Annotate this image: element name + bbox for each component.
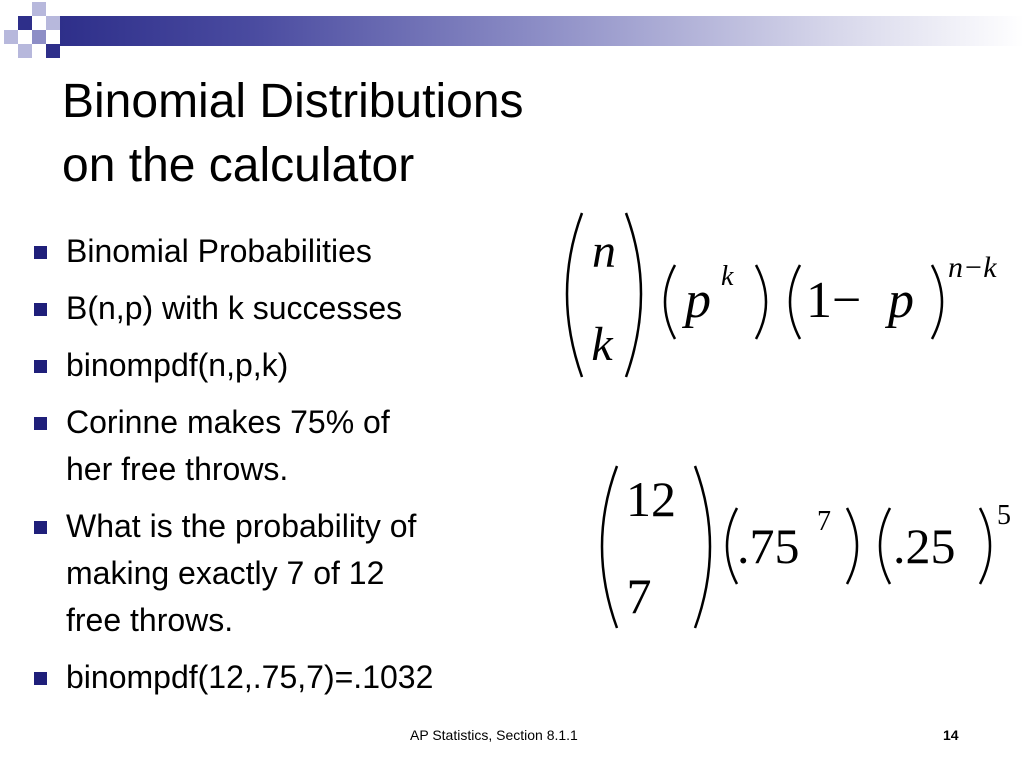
formula-base-075: .75: [737, 518, 800, 574]
left-paren: [567, 213, 582, 377]
binom-bottom-7: 7: [626, 568, 652, 624]
formula-exp-k: k: [721, 261, 734, 292]
bullet-text-line: What is the probability of: [66, 508, 417, 544]
left-paren: [790, 265, 800, 339]
left-paren: [602, 466, 617, 628]
bullet-item: [30, 285, 550, 332]
deco-square: [32, 2, 46, 16]
bullet-text: B(n,p) with k successes: [66, 290, 403, 326]
formula-exp-7: 7: [817, 506, 831, 537]
binomial-general-formula: [550, 205, 1020, 390]
right-paren: [756, 265, 766, 339]
square-bullet-icon: [34, 246, 47, 259]
bullet-text-line: her free throws.: [66, 451, 289, 487]
slide-title: [62, 70, 662, 198]
deco-square: [32, 30, 46, 44]
binom-bottom-k: k: [591, 318, 613, 371]
right-paren: [932, 265, 942, 339]
bullet-text-line: free throws.: [66, 602, 234, 638]
binom-top-12: 12: [626, 471, 676, 527]
deco-square: [46, 16, 60, 30]
formula-exp-5: 5: [997, 500, 1011, 531]
page-number: 14: [943, 727, 959, 743]
square-bullet-icon: [34, 521, 47, 534]
right-paren: [847, 508, 857, 584]
bullet-text-line: Corinne makes 75% of: [66, 404, 390, 440]
bullet-item: [30, 399, 550, 493]
formula-exp-n-minus-k: n−k: [948, 251, 997, 284]
bullet-text: binompdf(12,.75,7)=.1032: [66, 659, 434, 695]
bullet-item: [30, 503, 550, 644]
left-paren: [727, 508, 737, 584]
left-paren: [880, 508, 890, 584]
right-paren: [626, 213, 641, 377]
bullet-list: [30, 228, 550, 711]
specific-formula-svg: [585, 458, 1020, 638]
bullet-text: Binomial Probabilities: [66, 233, 372, 269]
binomial-specific-formula: [585, 458, 1020, 638]
formula-one-minus: 1−: [806, 272, 862, 329]
general-formula-svg: [550, 205, 1020, 390]
bullet-item: [30, 654, 550, 701]
right-paren: [695, 466, 710, 628]
header-gradient-bar: [60, 16, 1024, 46]
deco-square: [18, 16, 32, 30]
deco-square: [46, 44, 60, 58]
title-line-2: on the calculator: [62, 139, 415, 192]
square-bullet-icon: [34, 360, 47, 373]
formula-p: p: [685, 272, 711, 329]
binom-top-n: n: [592, 225, 616, 278]
formula-base-025: .25: [893, 518, 956, 574]
square-bullet-icon: [34, 672, 47, 685]
bullet-text: binompdf(n,p,k): [66, 347, 289, 383]
bullet-text-line: making exactly 7 of 12: [66, 555, 385, 591]
bullet-item: [30, 342, 550, 389]
left-paren: [665, 265, 675, 339]
slide-footer: AP Statistics, Section 8.1.1: [410, 727, 578, 743]
square-bullet-icon: [34, 303, 47, 316]
bullet-item: [30, 228, 550, 275]
deco-square: [18, 44, 32, 58]
deco-square: [4, 30, 18, 44]
title-line-1: Binomial Distributions: [62, 75, 524, 128]
right-paren: [980, 508, 990, 584]
formula-p2: p: [888, 272, 914, 329]
square-bullet-icon: [34, 417, 47, 430]
